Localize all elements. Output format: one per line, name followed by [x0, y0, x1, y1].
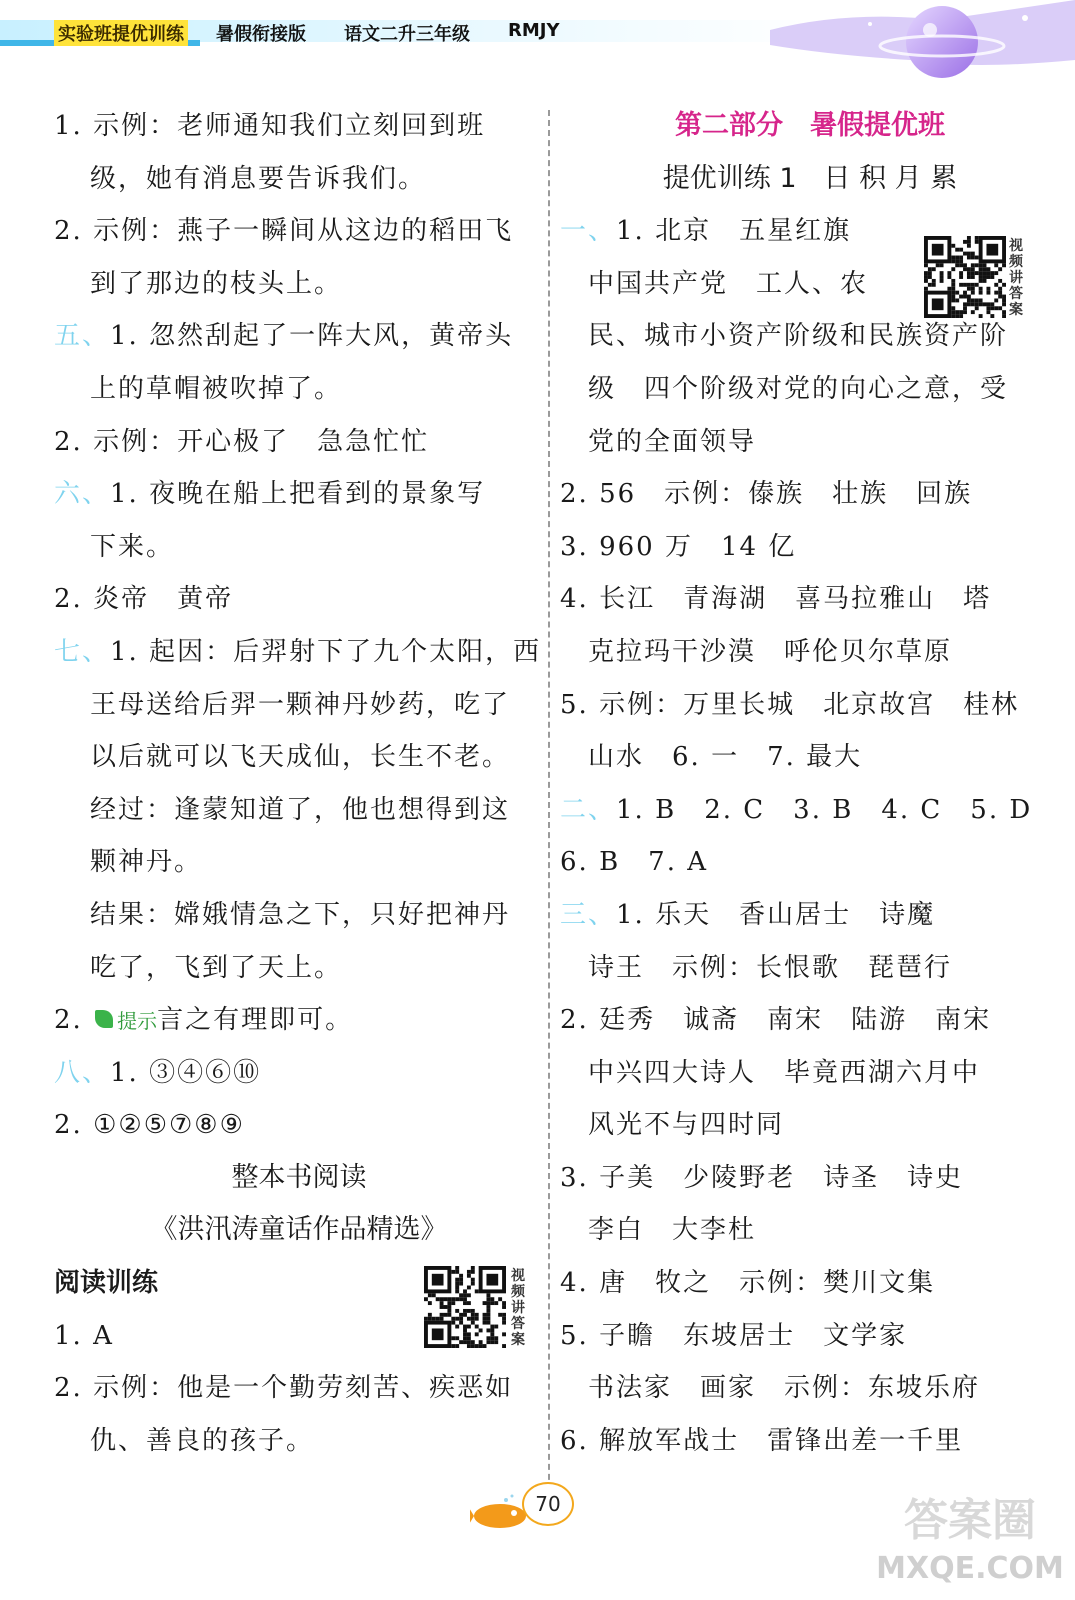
answer-text: 经过：逢蒙知道了，他也想得到这: [90, 794, 511, 825]
answer-line: [560, 363, 1060, 416]
question-number: 七、: [54, 636, 111, 667]
answer-text: 上的草帽被吹掉了。: [90, 373, 343, 404]
answer-line: [560, 573, 1060, 626]
answer-line: [54, 1099, 544, 1152]
qr-code-icon: [424, 1266, 506, 1348]
answer-text: 风光不与四时同: [588, 1110, 785, 1141]
answer-line: [560, 1047, 1060, 1100]
answer-text: 以后就可以飞天成仙，长生不老。: [90, 742, 511, 773]
answer-text: 诗王 示例：长恨歌 琵琶行: [588, 952, 953, 983]
answer-text: 克拉玛干沙漠 呼伦贝尔草原: [588, 636, 953, 667]
question-number: 八、: [54, 1057, 111, 1088]
answer-line: [54, 889, 544, 942]
answer-text: 2. ①②⑤⑦⑧⑨: [54, 1110, 245, 1141]
answer-line: [54, 416, 544, 469]
answer-text: 1. 北京 五星红旗: [616, 216, 852, 247]
watermark-url: MXQE.COM: [876, 1551, 1064, 1586]
answer-line: [560, 784, 1060, 837]
answer-text: 下来。: [90, 531, 175, 562]
hint-leaf-icon: [95, 1010, 113, 1028]
page-header: [0, 0, 1075, 96]
answer-text: 吃了，飞到了天上。: [90, 952, 343, 983]
answer-line: [560, 994, 1060, 1047]
answer-line: [560, 836, 1060, 889]
right-answer-list: [560, 205, 1060, 1467]
answer-text: 1. 起因：后羿射下了九个太阳，西: [110, 636, 542, 667]
answer-line: [560, 942, 1060, 995]
answer-text: 山水 6. 一 7. 最大: [588, 742, 863, 773]
answer-line: [54, 1415, 544, 1468]
answer-text: 1. 乐天 香山居士 诗魔: [616, 899, 936, 930]
answer-text: 2. 廷秀 诚斋 南宋 陆游 南宋: [560, 1005, 992, 1036]
answer-line: [560, 1257, 1060, 1310]
answer-line: [54, 468, 544, 521]
left-answer-list-2: [54, 1047, 544, 1152]
page-number: 70: [522, 1482, 574, 1526]
answer-text: 到了那边的枝头上。: [90, 268, 343, 299]
answer-line: [560, 731, 1060, 784]
qr-label: 视频讲答案: [511, 1268, 525, 1348]
answer-text: 1. B 2. C 3. B 4. C 5. D: [616, 794, 1033, 825]
watermark-logo-text: 答案圈: [904, 1495, 1036, 1546]
answer-line: [560, 1204, 1060, 1257]
answer-text: 1. 忽然刮起了一阵大风，黄帝头: [110, 321, 514, 352]
answer-line: [54, 205, 544, 258]
answer-text: 中国共产党 工人、农: [588, 268, 869, 299]
left-answer-list: [54, 100, 544, 994]
answer-text: 2. 示例：燕子一瞬间从这边的稻田飞: [54, 216, 514, 247]
answer-line: [54, 1047, 544, 1100]
answer-line: [54, 1362, 544, 1415]
answer-line: [54, 784, 544, 837]
answer-text: 2. 56 示例：傣族 壮族 回族: [560, 479, 973, 510]
answer-text: 3. 960 万 14 亿: [560, 531, 797, 562]
answer-line: [54, 836, 544, 889]
answer-text: 1. A: [54, 1320, 114, 1351]
answer-text: 结果：嫦娥情急之下，只好把神丹: [90, 899, 511, 930]
answer-line: [54, 626, 544, 679]
hint-text: 言之有理即可。: [157, 1005, 354, 1036]
answer-text: 1. 示例：老师通知我们立刻回到班: [54, 111, 486, 141]
fish-icon: [470, 1492, 530, 1532]
header-code: RMJY: [508, 20, 560, 41]
book-reading-title: 整本书阅读: [231, 1161, 367, 1193]
question-number: 五、: [54, 321, 111, 352]
question-number: 三、: [560, 899, 617, 930]
answer-text: 级 四个阶级对党的向心之意，受: [588, 373, 1009, 404]
answer-line: [560, 889, 1060, 942]
book-title: 《洪汛涛童话作品精选》: [150, 1214, 448, 1246]
answer-text: 王母送给后羿一颗神丹妙药，吃了: [90, 689, 511, 720]
answer-text: 中兴四大诗人 毕竟西湖六月中: [588, 1057, 981, 1088]
qr-label: 视频讲答案: [1009, 238, 1023, 318]
answer-text: 李白 大李杜: [588, 1215, 757, 1246]
left-column: [54, 100, 544, 1467]
question-number: 二、: [560, 794, 617, 825]
answer-line: [54, 100, 544, 153]
answer-line: [54, 942, 544, 995]
hint-line-prefix: 2.: [54, 1005, 83, 1036]
question-number: 六、: [54, 479, 111, 510]
column-divider: [548, 110, 550, 1510]
answer-text: 2. 示例：开心极了 急急忙忙: [54, 426, 430, 457]
answer-line: [560, 521, 1060, 574]
answer-line: [560, 1415, 1060, 1468]
answer-text: 书法家 画家 示例：东坡乐府: [588, 1373, 981, 1404]
header-subject: 语文二升三年级: [344, 24, 470, 45]
answer-line: [54, 258, 544, 311]
answer-text: 4. 唐 牧之 示例：樊川文集: [560, 1268, 936, 1299]
answer-text: 5. 示例：万里长城 北京故宫 桂林: [560, 689, 1020, 720]
answer-line: [560, 679, 1060, 732]
section-title: 第二部分 暑假提优班: [675, 110, 945, 141]
watermark-logo: [870, 1480, 1070, 1590]
answer-text: 颗神丹。: [90, 847, 203, 878]
answer-text: 6. B 7. A: [560, 847, 709, 878]
answer-line: [560, 468, 1060, 521]
answer-text: 2. 炎帝 黄帝: [54, 584, 234, 615]
answer-text: 2. 示例：他是一个勤劳刻苦、疾恶如: [54, 1373, 514, 1404]
answer-line: [54, 363, 544, 416]
answer-line: [54, 573, 544, 626]
answer-text: 1. 夜晚在船上把看到的景象写: [110, 479, 486, 510]
header-brand: 实验班提优训练: [54, 20, 188, 46]
qr-code-icon: [924, 236, 1006, 318]
answer-line: [54, 310, 544, 363]
answer-line: [560, 1152, 1060, 1205]
answer-text: 仇、善良的孩子。: [90, 1425, 315, 1456]
question-number: 一、: [560, 216, 617, 247]
planet-decoration-icon: [770, 0, 1075, 96]
answer-line: [560, 626, 1060, 679]
answer-line: [54, 153, 544, 206]
section-subtitle: 提优训练 1 日 积 月 累: [662, 162, 958, 194]
answer-text: 4. 长江 青海湖 喜马拉雅山 塔: [560, 584, 992, 615]
answer-line: [560, 1362, 1060, 1415]
answer-text: 3. 子美 少陵野老 诗圣 诗史: [560, 1162, 964, 1193]
answer-text: 党的全面领导: [588, 426, 757, 457]
answer-text: 5. 子瞻 东坡居士 文学家: [560, 1320, 908, 1351]
answer-line: [560, 1310, 1060, 1363]
answer-line: [54, 731, 544, 784]
answer-line: [560, 1099, 1060, 1152]
answer-text: 6. 解放军战士 雷锋出差一千里: [560, 1425, 964, 1456]
answer-line: [54, 679, 544, 732]
answer-text: 1. ③④⑥⑩: [110, 1057, 262, 1088]
answer-line: [560, 310, 1060, 363]
hint-label: 提示: [117, 1009, 158, 1034]
reading-training-heading: 阅读训练: [54, 1268, 159, 1299]
answer-text: 民、城市小资产阶级和民族资产阶: [588, 321, 1009, 352]
answer-text: 级，她有消息要告诉我们。: [90, 163, 427, 194]
hint-line: [54, 994, 544, 1047]
header-edition: 暑假衔接版: [216, 24, 306, 45]
answer-line: [560, 416, 1060, 469]
answer-line: [54, 521, 544, 574]
